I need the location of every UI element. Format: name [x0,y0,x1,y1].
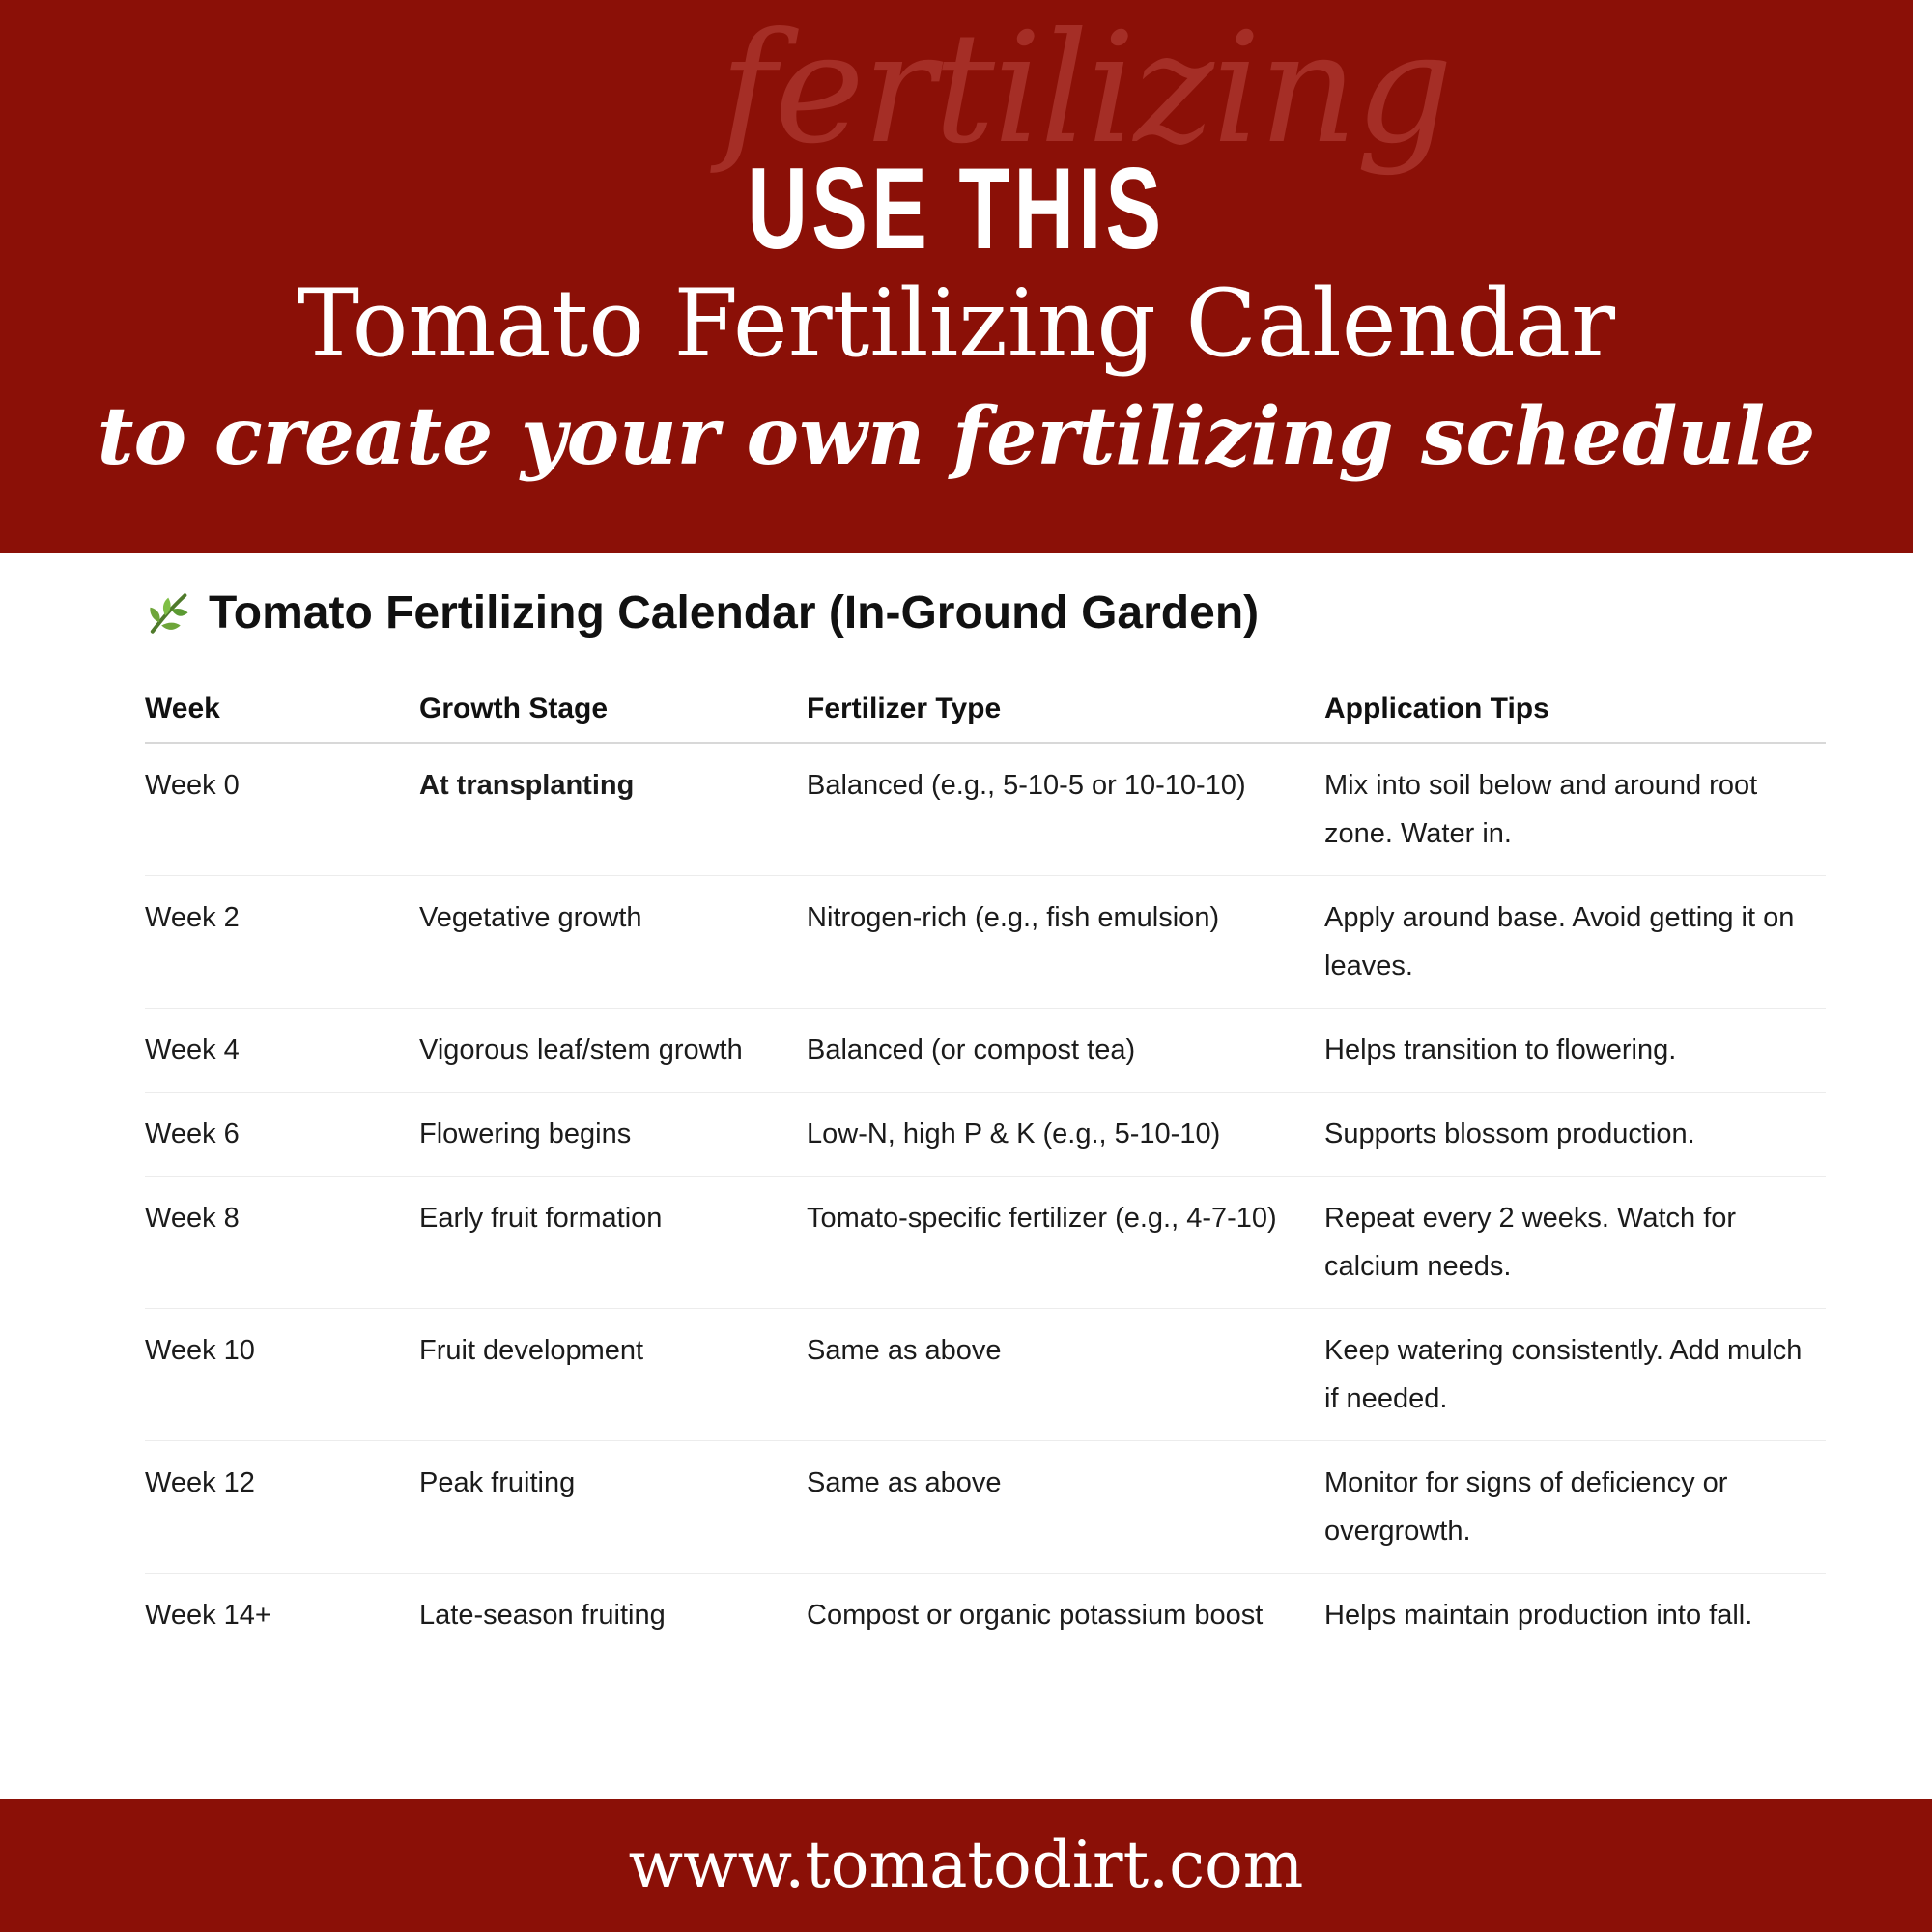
footer-banner [0,1799,1932,1932]
cell-fertilizer-type: Low-N, high P & K (e.g., 5-10-10) [807,1093,1324,1177]
column-header-growth-stage: Growth Stage [419,680,807,743]
cell-week: Week 10 [145,1309,419,1441]
headline-subtitle: to create your own fertilizing schedule [97,390,1816,483]
cell-growth-stage: Fruit development [419,1309,807,1441]
table-row [145,1574,1826,1658]
column-header-application-tips: Application Tips [1324,680,1826,743]
cell-growth-stage: Flowering begins [419,1093,807,1177]
website-url: www.tomatodirt.com [628,1828,1304,1902]
cell-fertilizer-type: Same as above [807,1309,1324,1441]
cell-week: Week 6 [145,1093,419,1177]
fertilizing-table [145,680,1826,1657]
calendar-content [145,580,1826,1657]
cell-application-tips: Monitor for signs of deficiency or overgrowth. [1324,1441,1826,1574]
cell-application-tips: Apply around base. Avoid getting it on leaves. [1324,876,1826,1009]
table-row [145,1309,1826,1441]
cell-week: Week 4 [145,1009,419,1093]
cell-application-tips: Helps maintain production into fall. [1324,1600,1753,1631]
headline-use-this: USE THIS [747,144,1166,273]
table-row [145,876,1826,1009]
table-row [145,1177,1826,1309]
cell-fertilizer-type: Nitrogen-rich (e.g., fish emulsion) [807,876,1324,1009]
table-row [145,1441,1826,1574]
cell-application-tips: Mix into soil below and around root zone. Water in. [1324,743,1826,876]
table-row [145,1093,1826,1177]
cell-fertilizer-type: Compost or organic potassium boost [807,1600,1264,1631]
column-header-fertilizer-type: Fertilizer Type [807,680,1324,743]
cell-fertilizer-type: Same as above [807,1441,1324,1574]
table-title: Tomato Fertilizing Calendar (In-Ground Garden) [209,587,1260,639]
headline-title: Tomato Fertilizing Calendar [298,270,1615,378]
banner-watermark: fertilizing [720,0,1452,178]
cell-week: Week 12 [145,1441,419,1574]
cell-growth-stage: At transplanting [419,743,807,876]
cell-week: Week 8 [145,1177,419,1309]
cell-fertilizer-type: Balanced (or compost tea) [807,1009,1324,1093]
cell-application-tips: Helps transition to flowering. [1324,1009,1826,1093]
cell-application-tips: Repeat every 2 weeks. Watch for calcium needs. [1324,1177,1826,1309]
column-header-week: Week [145,680,419,743]
cell-fertilizer-type: Tomato-specific fertilizer (e.g., 4-7-10) [807,1177,1324,1309]
cell-application-tips: Keep watering consistently. Add mulch if needed. [1324,1309,1826,1441]
header-banner [0,0,1932,553]
cell-growth-stage: Peak fruiting [419,1441,807,1574]
cell-fertilizer-type: Balanced (e.g., 5-10-5 or 10-10-10) [807,743,1324,876]
table-row [145,743,1826,876]
cell-growth-stage: Late-season fruiting [419,1600,666,1631]
herb-icon [145,589,193,638]
table-header-row [145,680,1826,743]
cell-week: Week 0 [145,743,419,876]
cell-growth-stage: Early fruit formation [419,1177,807,1309]
table-row [145,1009,1826,1093]
cell-growth-stage: Vegetative growth [419,876,807,1009]
cell-growth-stage: Vigorous leaf/stem growth [419,1009,807,1093]
cell-week: Week 2 [145,876,419,1009]
table-title-row [145,580,1826,647]
cell-week: Week 14+ [145,1600,271,1631]
cell-application-tips: Supports blossom production. [1324,1093,1826,1177]
